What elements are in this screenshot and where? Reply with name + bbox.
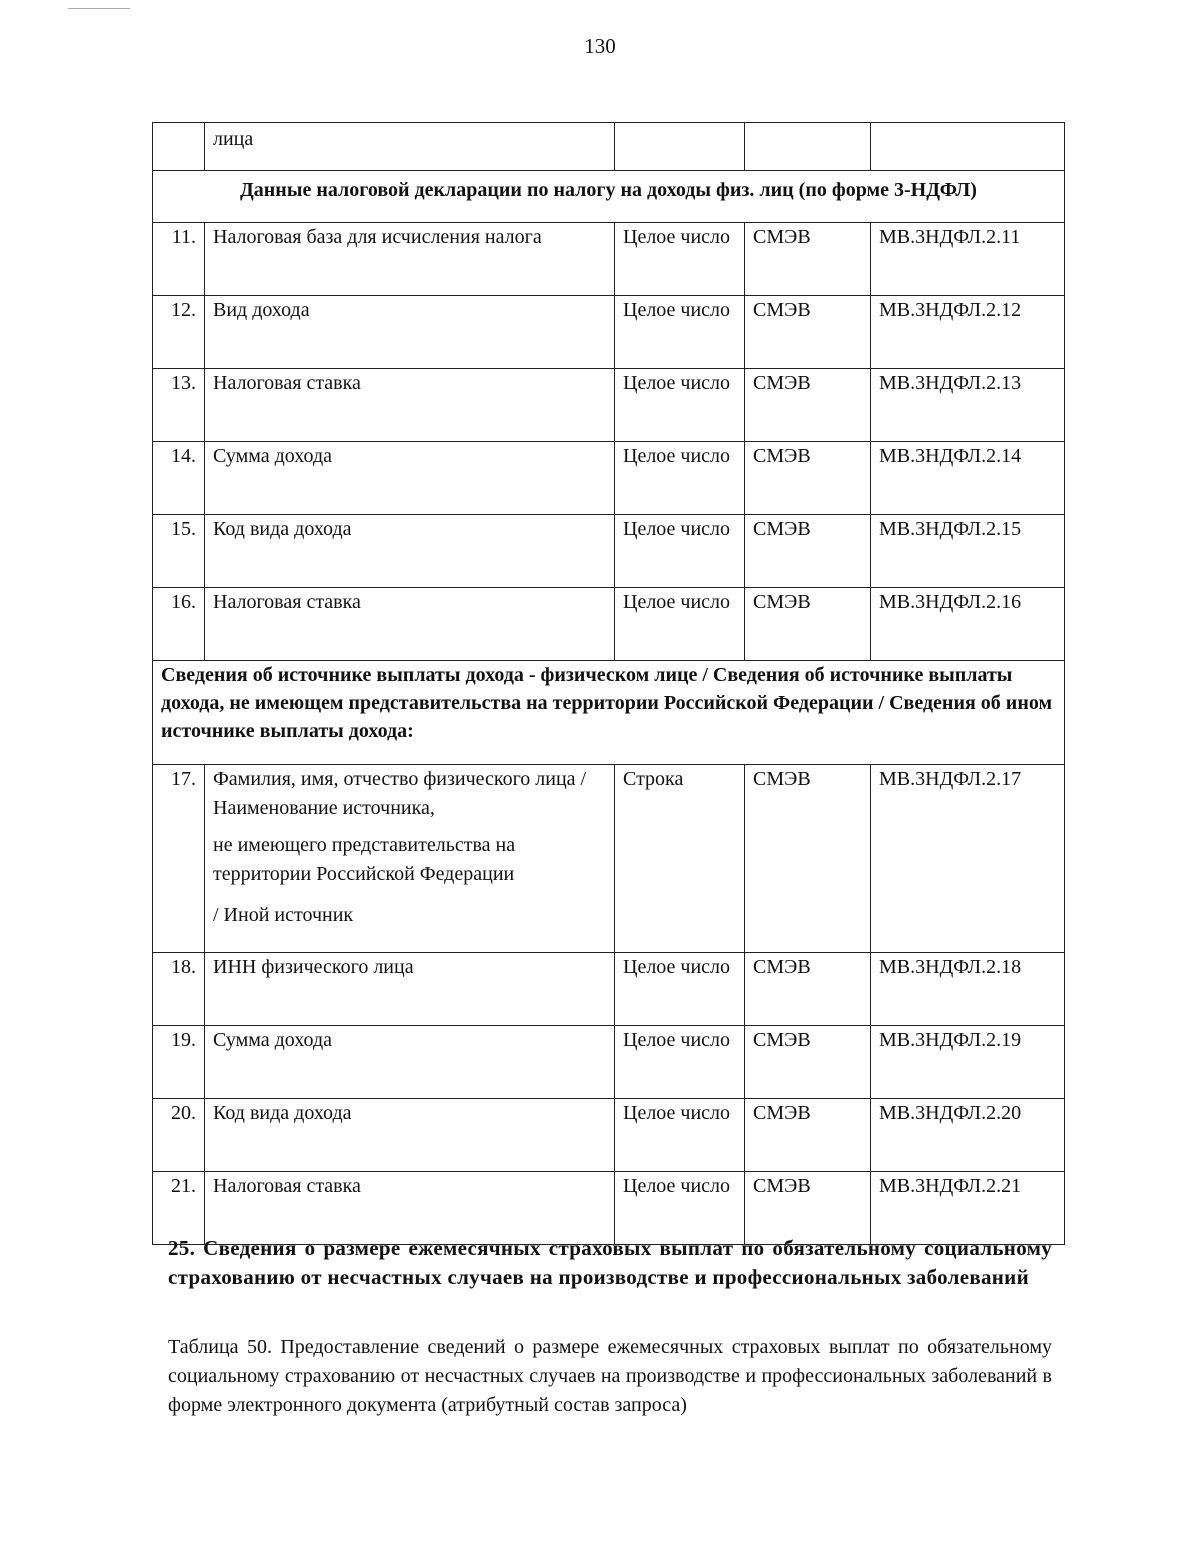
row-name: ИНН физического лица [205, 953, 615, 1026]
row-number: 12. [153, 296, 205, 369]
row-source: СМЭВ [745, 1026, 871, 1099]
table-row [153, 369, 1065, 442]
row-type: Строка [615, 765, 745, 953]
row-type: Целое число [615, 442, 745, 515]
row-source: СМЭВ [745, 1099, 871, 1172]
row-code [871, 123, 1065, 171]
row-name: Налоговая база для исчисления налога [205, 223, 615, 296]
table-row [153, 953, 1065, 1026]
row-number: 14. [153, 442, 205, 515]
table-row [153, 1026, 1065, 1099]
row-source: СМЭВ [745, 1172, 871, 1245]
row-code: МВ.3НДФЛ.2.17 [871, 765, 1065, 953]
row-code: МВ.3НДФЛ.2.18 [871, 953, 1065, 1026]
table-row [153, 515, 1065, 588]
row-number [153, 123, 205, 171]
scan-mark [68, 8, 130, 9]
row-number: 19. [153, 1026, 205, 1099]
row-source: СМЭВ [745, 296, 871, 369]
section-header-row [153, 661, 1065, 765]
row-type: Целое число [615, 296, 745, 369]
row-code: МВ.3НДФЛ.2.14 [871, 442, 1065, 515]
row-source: СМЭВ [745, 765, 871, 953]
row-type: Целое число [615, 515, 745, 588]
section-heading: 25. Сведения о размере ежемесячных страховых выплат по обязательному социальному страхованию от несчастных случаев на производстве и профессиональных заболеваний [168, 1236, 1052, 1289]
table-row [153, 765, 1065, 953]
row-name: Налоговая ставка [205, 1172, 615, 1245]
table-row [153, 223, 1065, 296]
row-type: Целое число [615, 953, 745, 1026]
row-code: МВ.3НДФЛ.2.19 [871, 1026, 1065, 1099]
row-name-part: Фамилия, имя, отчество физического лица / Наименование источника, [213, 768, 587, 819]
row-number: 16. [153, 588, 205, 661]
row-source: СМЭВ [745, 515, 871, 588]
row-source: СМЭВ [745, 588, 871, 661]
page-number: 130 [584, 34, 616, 58]
row-type: Целое число [615, 369, 745, 442]
row-name: Сумма дохода [205, 442, 615, 515]
row-code: МВ.3НДФЛ.2.12 [871, 296, 1065, 369]
row-name: лица [205, 123, 615, 171]
row-number: 13. [153, 369, 205, 442]
row-name [205, 765, 615, 953]
row-number: 17. [153, 765, 205, 953]
row-source [745, 123, 871, 171]
row-number: 18. [153, 953, 205, 1026]
row-number: 11. [153, 223, 205, 296]
section-title: Сведения об источнике выплаты дохода - физическом лице / Сведения об источнике выплаты дохода, не имеющем представительства на территории Российской Федерации / Сведения об ином источнике выплаты дохода: [153, 661, 1065, 765]
section-title: Данные налоговой декларации по налогу на доходы физ. лиц (по форме 3-НДФЛ) [153, 171, 1065, 223]
table-row [153, 442, 1065, 515]
row-type: Целое число [615, 588, 745, 661]
attributes-table [152, 122, 1065, 1245]
table-row [153, 123, 1065, 171]
row-source: СМЭВ [745, 442, 871, 515]
row-type: Целое число [615, 1099, 745, 1172]
row-type: Целое число [615, 223, 745, 296]
row-number: 20. [153, 1099, 205, 1172]
row-code: МВ.3НДФЛ.2.20 [871, 1099, 1065, 1172]
table-row [153, 296, 1065, 369]
row-name: Налоговая ставка [205, 588, 615, 661]
row-type [615, 123, 745, 171]
row-source: СМЭВ [745, 223, 871, 296]
row-number: 21. [153, 1172, 205, 1245]
row-name: Код вида дохода [205, 1099, 615, 1172]
row-code: МВ.3НДФЛ.2.13 [871, 369, 1065, 442]
row-source: СМЭВ [745, 953, 871, 1026]
row-number: 15. [153, 515, 205, 588]
row-type: Целое число [615, 1172, 745, 1245]
row-name: Вид дохода [205, 296, 615, 369]
table-row [153, 588, 1065, 661]
row-code: МВ.3НДФЛ.2.11 [871, 223, 1065, 296]
row-code: МВ.3НДФЛ.2.21 [871, 1172, 1065, 1245]
section-header-row [153, 171, 1065, 223]
row-name: Сумма дохода [205, 1026, 615, 1099]
row-name: Налоговая ставка [205, 369, 615, 442]
row-source: СМЭВ [745, 369, 871, 442]
row-name-part: не имеющего представительства на территории Российской Федерации [213, 834, 516, 885]
row-name: Код вида дохода [205, 515, 615, 588]
table-row [153, 1099, 1065, 1172]
row-code: МВ.3НДФЛ.2.16 [871, 588, 1065, 661]
row-code: МВ.3НДФЛ.2.15 [871, 515, 1065, 588]
table-caption: Таблица 50. Предоставление сведений о размере ежемесячных страховых выплат по обязательному социальному страхованию от несчастных случаев на производстве и профессиональных заболеваний в форме электронного документа (атрибутный состав запроса) [168, 1336, 1052, 1416]
row-name-part: / Иной источник [213, 904, 354, 926]
row-type: Целое число [615, 1026, 745, 1099]
